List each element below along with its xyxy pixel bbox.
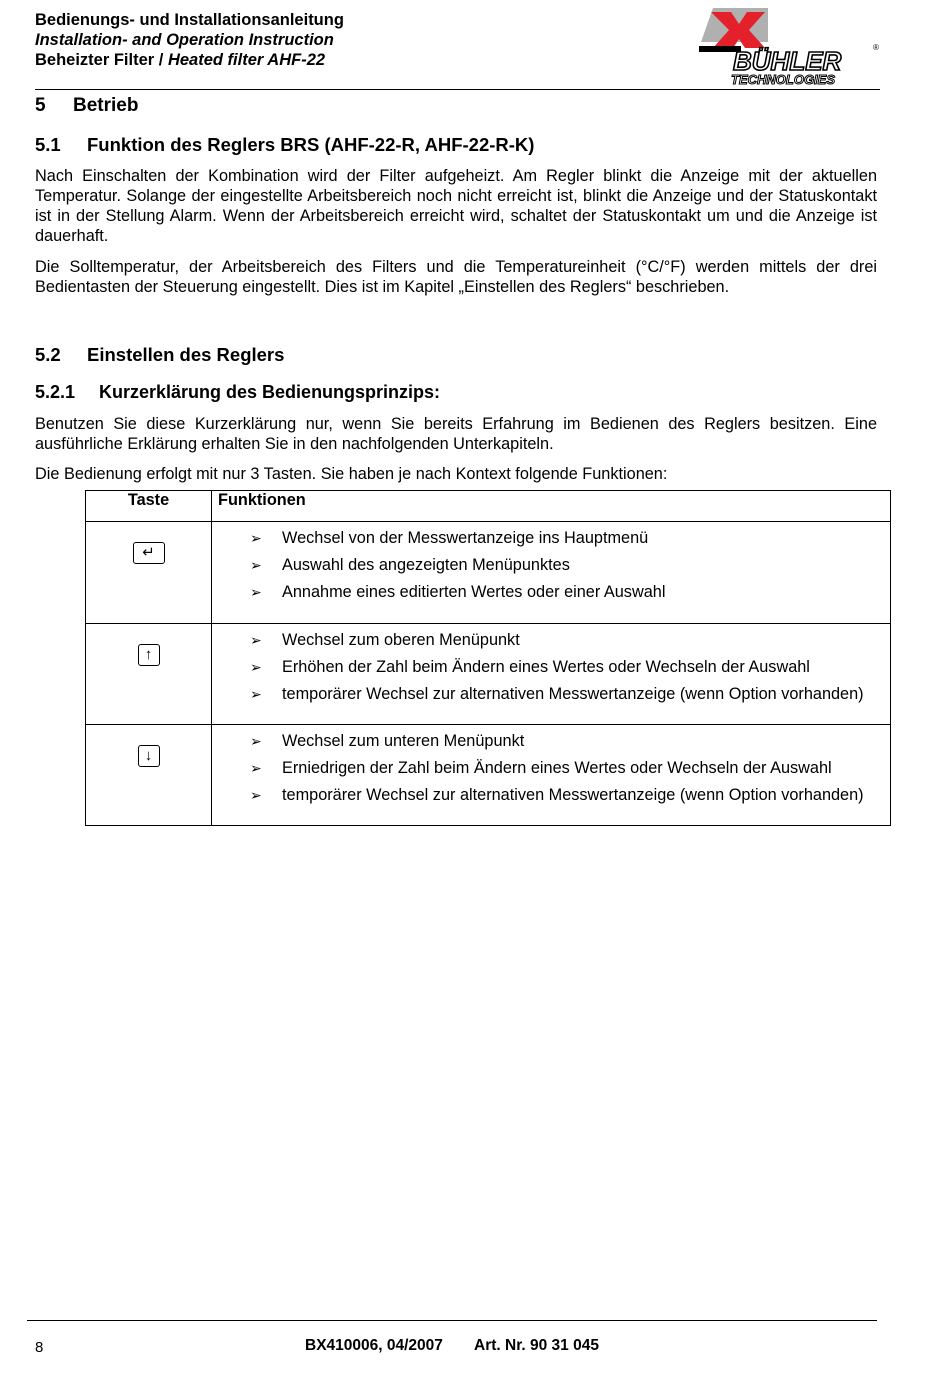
arrow-bullet-icon: ➢: [250, 584, 262, 600]
up-key-icon: ↑: [138, 644, 160, 666]
logo-sub: TECHNOLOGIES: [731, 72, 836, 86]
page-number: 8: [35, 1339, 44, 1356]
section-5-2-1-title: Kurzerklärung des Bedienungsprinzips:: [99, 382, 441, 402]
header-product-en: Heated filter AHF-22: [167, 51, 326, 69]
list-item: ➢ Annahme eines editierten Wertes oder einer Auswahl: [250, 583, 666, 601]
function-list: [212, 528, 884, 602]
section-5-1-title: Funktion des Reglers BRS (AHF-22-R, AHF-22-R-K): [87, 134, 535, 155]
down-key-icon: ↓: [138, 745, 160, 767]
functions-cell-enter: [212, 522, 891, 624]
header-product-de: Beheizter Filter /: [35, 51, 168, 69]
table-header-key: Taste: [86, 491, 212, 522]
list-item: ➢ Wechsel zum unteren Menüpunkt: [250, 732, 525, 750]
table-row: [86, 725, 891, 826]
buehler-logo: [693, 6, 883, 86]
list-item: ➢ Erhöhen der Zahl beim Ändern eines Wertes oder Wechseln der Auswahl: [250, 658, 810, 676]
section-5-1-paragraph-2: Die Solltemperatur, der Arbeitsbereich des Filters und die Temperatureinheit (°C/°F) werden mittels der drei Bedientasten der Steuerung eingestellt. Dies ist im Kapitel „Einstellen des Reglers“ beschrieben.: [35, 258, 877, 296]
list-item: ➢ Wechsel von der Messwertanzeige ins Hauptmenü: [250, 529, 649, 547]
section-5-number: 5: [35, 95, 46, 116]
section-5-2-number: 5.2: [35, 344, 61, 365]
section-5-2-1-paragraph-2: Die Bedienung erfolgt mit nur 3 Tasten. Sie haben je nach Kontext folgende Funktionen:: [35, 465, 668, 483]
functions-cell-up: [212, 624, 891, 725]
arrow-bullet-icon: ➢: [250, 632, 262, 648]
section-5-1-number: 5.1: [35, 134, 61, 155]
section-5-2-1-number: 5.2.1: [35, 382, 76, 402]
header-title-de: Bedienungs- und Installationsanleitung: [35, 11, 344, 29]
section-5-heading: [35, 95, 138, 117]
section-5-1-heading: [35, 134, 534, 156]
arrow-bullet-icon: ➢: [250, 530, 262, 546]
section-5-2-heading: [35, 344, 284, 366]
functions-cell-down: [212, 725, 891, 826]
footer-rule: [27, 1320, 877, 1321]
section-5-2-1-heading: [35, 382, 440, 403]
section-5-2-1-paragraph-1: Benutzen Sie diese Kurzerklärung nur, wenn Sie bereits Erfahrung im Bedienen des Reglers besitzen. Eine ausführliche Erklärung erhalten Sie in den nachfolgenden Unterkapiteln.: [35, 415, 877, 453]
table-header-functions: Funktionen: [212, 491, 891, 522]
key-cell-up: [86, 624, 212, 725]
document-reference: BX410006, 04/2007: [305, 1337, 443, 1354]
list-item: ➢ Auswahl des angezeigten Menüpunktes: [250, 556, 570, 574]
arrow-bullet-icon: ➢: [250, 760, 262, 776]
article-number: Art. Nr. 90 31 045: [474, 1337, 599, 1354]
arrow-bullet-icon: ➢: [250, 686, 262, 702]
list-item: ➢ temporärer Wechsel zur alternativen Messwertanzeige (wenn Option vorhanden): [250, 685, 864, 703]
section-5-2-title: Einstellen des Reglers: [87, 344, 285, 365]
logo-registered: ®: [873, 43, 879, 52]
list-item: ➢ temporärer Wechsel zur alternativen Messwertanzeige (wenn Option vorhanden): [250, 786, 864, 804]
enter-key-icon: ↵: [133, 542, 165, 564]
function-list: [212, 731, 884, 805]
header-title-en: Installation- and Operation Instruction: [35, 31, 334, 49]
key-cell-enter: [86, 522, 212, 624]
logo-brand: BÜHLER: [733, 46, 842, 76]
list-item: ➢ Erniedrigen der Zahl beim Ändern eines Wertes oder Wechseln der Auswahl: [250, 759, 832, 777]
arrow-bullet-icon: ➢: [250, 659, 262, 675]
arrow-bullet-icon: ➢: [250, 733, 262, 749]
section-5-title: Betrieb: [73, 95, 139, 116]
header-rule: [35, 89, 880, 90]
table-row: [86, 522, 891, 624]
list-item: ➢ Wechsel zum oberen Menüpunkt: [250, 631, 520, 649]
arrow-bullet-icon: ➢: [250, 557, 262, 573]
arrow-bullet-icon: ➢: [250, 787, 262, 803]
key-function-table: [85, 490, 891, 826]
key-cell-down: [86, 725, 212, 826]
section-5-1-paragraph-1: Nach Einschalten der Kombination wird der Filter aufgeheizt. Am Regler blinkt die Anzeige mit der aktuellen Temperatur. Solange der eingestellte Arbeitsbereich noch nicht erreicht ist, blinkt die Anzeige und der Statuskontakt ist in der Stellung Alarm. Wenn der Arbeitsbereich erreicht wird, schaltet der Statuskontakt um und die Anzeige ist dauerhaft.: [35, 167, 877, 245]
function-list: [212, 630, 884, 704]
table-header-row: [86, 491, 891, 522]
table-row: [86, 624, 891, 725]
